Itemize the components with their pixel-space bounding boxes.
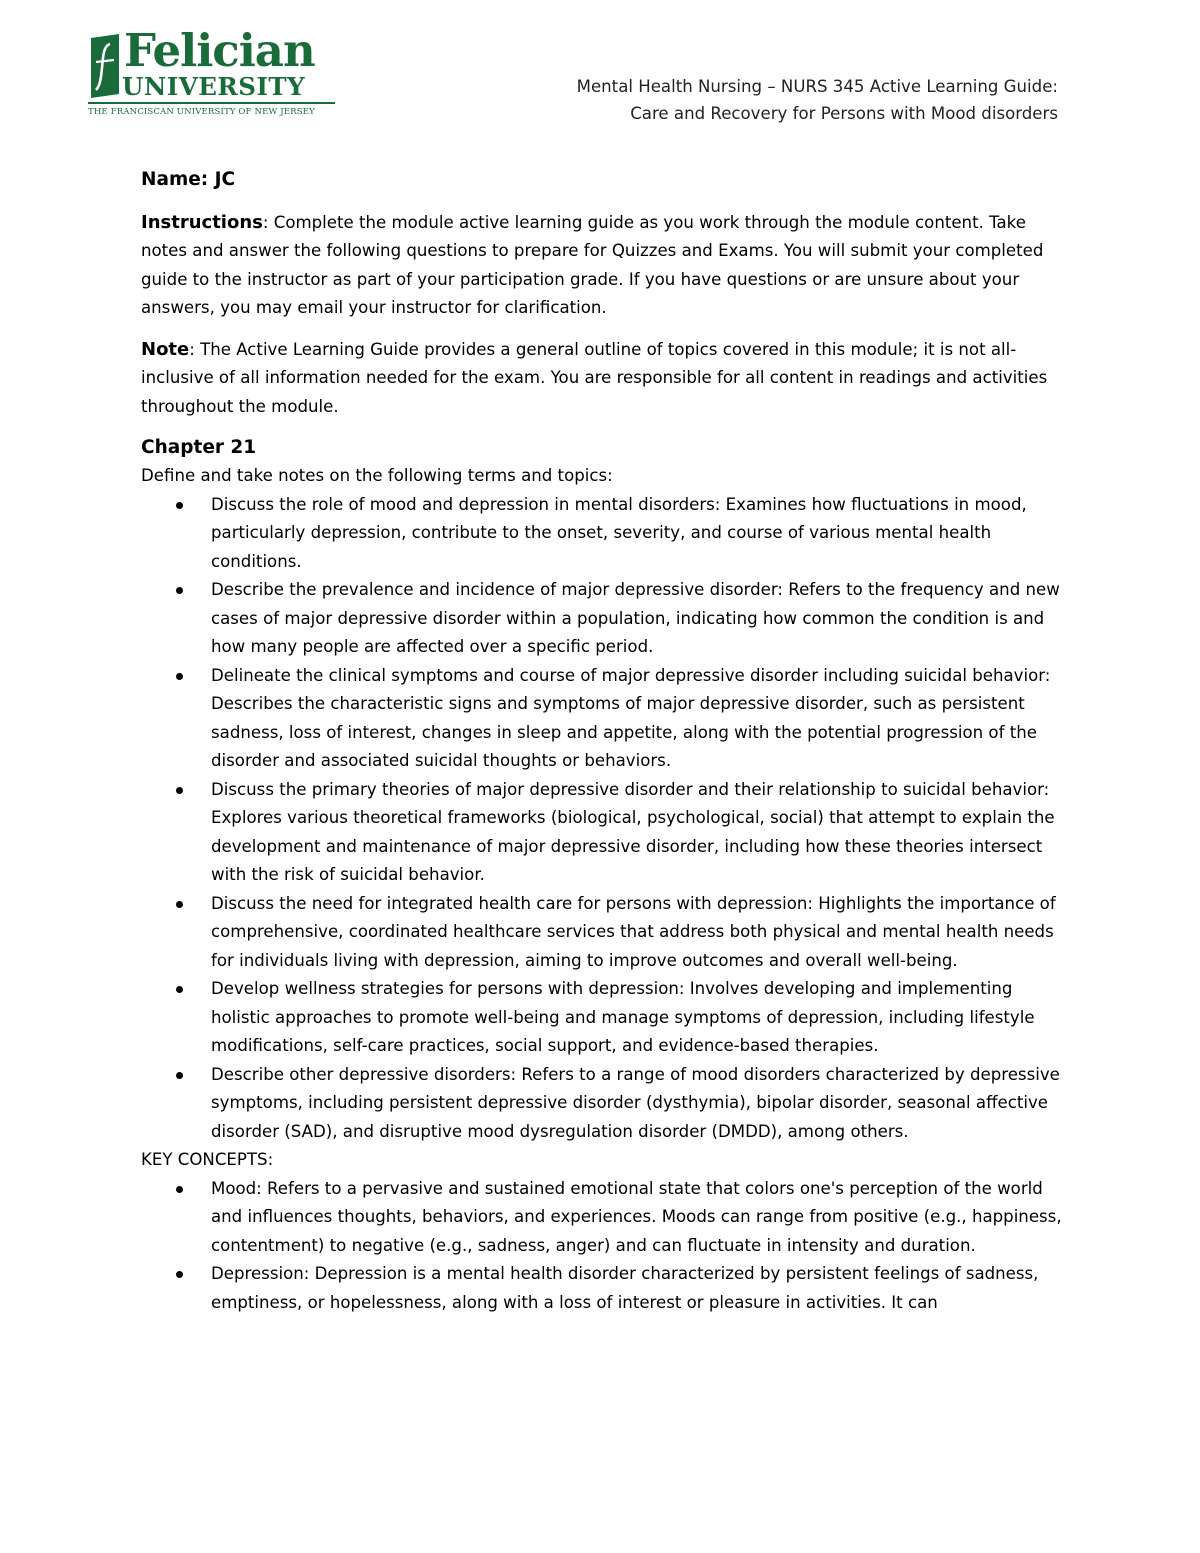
chapter-intro: Define and take notes on the following terms and topics: (141, 466, 613, 485)
list-item: Discuss the primary theories of major depressive disorder and their relationship to suicidal behavior: Explores various theoretical frameworks (biological, psychological, social) that attempt to explain the development and maintenance of major depressive disorder, including how these theories intersect with the risk of suicidal behavior. (211, 776, 1071, 890)
list-item: Describe other depressive disorders: Refers to a range of mood disorders characterized by depressive symptoms, including persistent depressive disorder (dysthymia), bipolar disorder, seasonal affective disorder (SAD), and disruptive mood dysregulation disorder (DMDD), among others. (211, 1061, 1071, 1147)
list-item: Discuss the need for integrated health care for persons with depression: Highlights the importance of comprehensive, coordinated healthcare services that address both physical and mental health needs for individuals living with depression, aiming to improve outcomes and overall well-being. (211, 890, 1071, 976)
logo-f-emblem-icon (88, 34, 122, 98)
list-item: Depression: Depression is a mental health disorder characterized by persistent feelings of sadness, emptiness, or hopelessness, along with a loss of interest or pleasure in activities. It can (211, 1260, 1071, 1317)
felician-university-logo (88, 24, 338, 123)
logo-tagline: THE FRANCISCAN UNIVERSITY OF NEW JERSEY (88, 107, 315, 117)
list-item: Delineate the clinical symptoms and course of major depressive disorder including suicidal behavior: Describes the characteristic signs and symptoms of major depressive disorder, such as persistent sadness, loss of interest, changes in sleep and appetite, along with the potential progression of the disorder and associated suicidal thoughts or behaviors. (211, 662, 1071, 776)
list-item: Mood: Refers to a pervasive and sustained emotional state that colors one's perception of the world and influences thoughts, behaviors, and experiences. Moods can range from positive (e.g., happiness, contentment) to negative (e.g., sadness, anger) and can fluctuate in intensity and duration. (211, 1175, 1071, 1261)
instructions-text: : Complete the module active learning guide as you work through the module content. Take notes and answer the following questions to prepare for Quizzes and Exams. You will submit your completed guide to the instructor as part of your participation grade. If you have questions or are unsure about your answers, you may email your instructor for clarification. (141, 212, 1044, 317)
student-name: Name: JC (141, 169, 236, 190)
logo-divider (88, 102, 335, 104)
note-text: : The Active Learning Guide provides a general outline of topics covered in this module; it is not all-inclusive of all information needed for the exam. You are responsible for all content in readings and activities throughout the module. (141, 339, 1048, 416)
document-header (577, 73, 1058, 127)
instructions-label: Instructions (141, 211, 263, 233)
chapter-heading: Chapter 21 (141, 437, 257, 458)
key-concepts-list (141, 1175, 1071, 1318)
logo-wordmark: Felician (124, 24, 315, 77)
list-item: Develop wellness strategies for persons with depression: Involves developing and implementing holistic approaches to promote well-being and manage symptoms of depression, including lifestyle modifications, self-care practices, social support, and evidence-based therapies. (211, 975, 1071, 1061)
note-paragraph (141, 336, 1071, 422)
list-item: Describe the prevalence and incidence of major depressive disorder: Refers to the frequency and new cases of major depressive disorder within a population, indicating how common the condition is and how many people are affected over a specific period. (211, 576, 1071, 662)
topics-list (141, 491, 1071, 1147)
header-subtitle-line: Care and Recovery for Persons with Mood disorders (630, 104, 1058, 123)
key-concepts-label: KEY CONCEPTS: (141, 1150, 274, 1169)
list-item: Discuss the role of mood and depression in mental disorders: Examines how fluctuations in mood, particularly depression, contribute to the onset, severity, and course of various mental health conditions. (211, 491, 1071, 577)
note-label: Note (141, 338, 190, 360)
logo-university: UNIVERSITY (122, 72, 306, 101)
instructions-paragraph (141, 209, 1071, 323)
header-title-line: Mental Health Nursing – NURS 345 Active Learning Guide: (576, 77, 1058, 96)
document-body (141, 166, 1071, 1317)
